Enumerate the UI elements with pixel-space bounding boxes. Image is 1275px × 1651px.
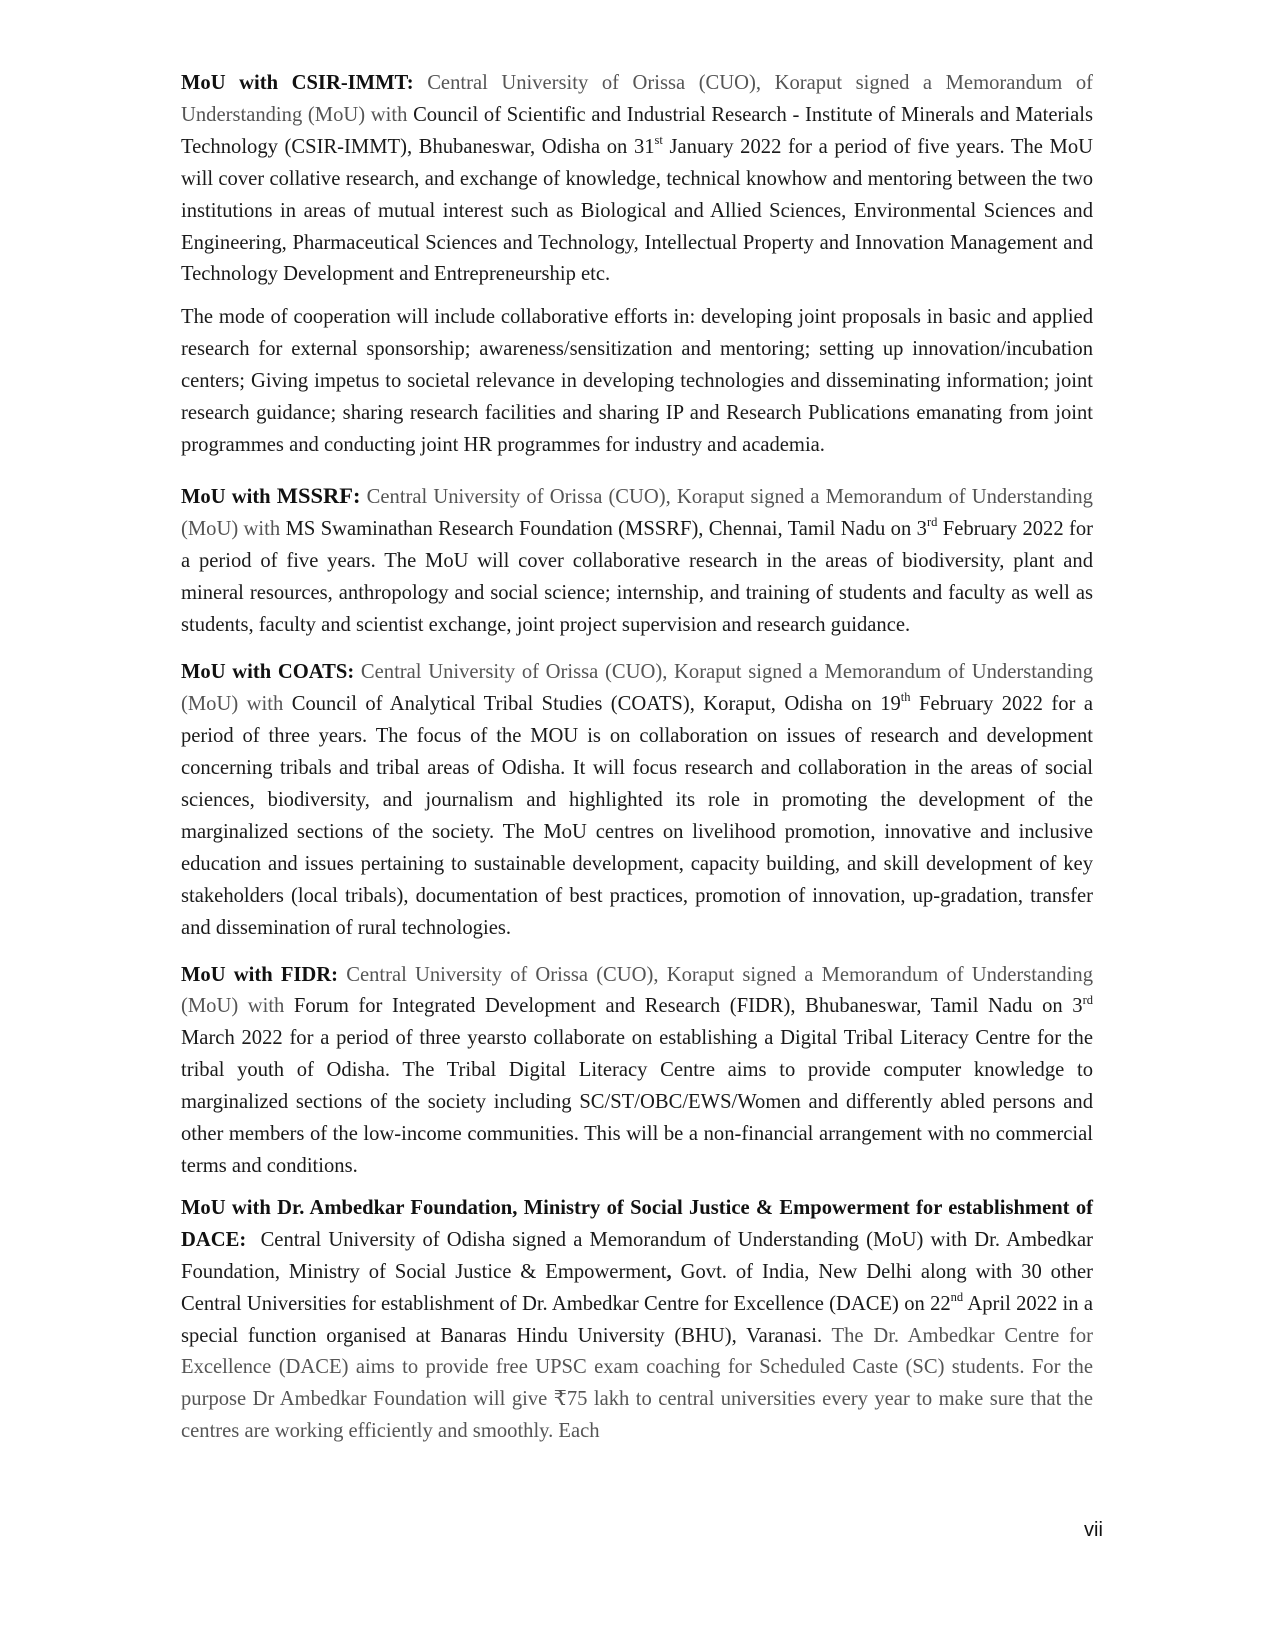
section-intro: Central University of Orissa (CUO), Koraput signed a Memorandum of Understanding (MoU) with — [181, 485, 1093, 540]
paragraph-coats — [181, 657, 1093, 944]
paragraph-fidr — [181, 960, 1093, 1183]
date-suffix: rd — [926, 514, 938, 529]
section-intro: Central University of Orissa (CUO), Koraput signed a Memorandum of Understanding (MoU) with — [181, 963, 1093, 1018]
section-partner: Govt. of India, New Delhi along with 30 other Central Universities for establishment of Dr. Ambedkar Centre for Excellence (DACE) on 22 — [181, 1260, 1093, 1315]
date-suffix: rd — [1082, 992, 1093, 1007]
section-partner: Council of Analytical Tribal Studies (COATS), Koraput, Odisha on 19 — [291, 693, 901, 716]
date-suffix: st — [654, 132, 663, 147]
section-body: January 2022 for a period of five years. The MoU will cover collative research, and exchange of knowledge, technical knowhow and mentoring between the two institutions in areas of mutual interest such as Biological and Allied Sciences, Environmental Sciences and Engineering, Pharmaceutical Sciences and Technology, Intellectual Property and Innovation Management and Technology Development and Entrepreneurship etc. — [181, 135, 1093, 286]
paragraph-cooperation-mode — [181, 302, 1093, 462]
section-partner: MS Swaminathan Research Foundation (MSSRF), Chennai, Tamil Nadu on 3 — [285, 517, 927, 540]
comma: , — [666, 1260, 672, 1283]
page-number: vii — [1084, 1519, 1103, 1541]
section-heading: MoU with MSSRF: — [181, 482, 361, 508]
date-suffix: th — [900, 690, 911, 705]
section-body: February 2022 for a period of three years. The focus of the MOU is on collaboration on issues of research and development concerning tribals and tribal areas of Odisha. It will focus research and collaboration in the areas of social sciences, biodiversity, and journalism and highlighted its role in promoting the development of the marginalized sections of the society. The MoU centres on livelihood promotion, innovative and inclusive education and issues pertaining to sustainable development, capacity building, and skill development of key stakeholders (local tribals), documentation of best practices, promotion of innovation, up-gradation, transfer and dissemination of rural technologies. — [181, 693, 1093, 939]
section-heading: MoU with FIDR: — [181, 963, 339, 986]
section-intro: Central University of Odisha signed a Memorandum of Understanding (MoU) with Dr. Ambedkar Foundation, Ministry of Social Justice & Empowerment — [181, 1228, 1093, 1283]
section-heading: MoU with CSIR-IMMT: — [181, 72, 414, 94]
date-suffix: nd — [950, 1289, 964, 1304]
section-body: The mode of cooperation will include collaborative efforts in: developing joint proposals in basic and applied research for external sponsorship; awareness/sensitization and mentoring; setting up innovation/incubation centers; Giving impetus to societal relevance in developing technologies and disseminating information; joint research guidance; sharing research facilities and sharing IP and Research Publications emanating from joint programmes and conducting joint HR programmes for industry and academia. — [181, 306, 1093, 456]
section-tail: The Dr. Ambedkar Centre for Excellence (DACE) aims to provide free UPSC exam coaching for Scheduled Caste (SC) students. For the purpose Dr Ambedkar Foundation will give ₹75 lakh to central universities every year to make sure that the centres are working efficiently and smoothly. Each — [181, 1324, 1094, 1443]
section-heading: MoU with COATS: — [181, 661, 355, 684]
paragraph-ambedkar-dace — [181, 1193, 1093, 1448]
section-partner: Council of Scientific and Industrial Research - Institute of Minerals and Materials Technology (CSIR-IMMT), Bhubaneswar, Odisha on 31 — [181, 103, 1093, 158]
paragraph-mssrf — [181, 480, 1093, 642]
section-body: April 2022 in a special function organised at Banaras Hindu University (BHU), Varanasi. — [181, 1292, 1093, 1347]
document-page — [181, 68, 1093, 1448]
section-body: March 2022 for a period of three yearsto collaborate on establishing a Digital Tribal Literacy Centre for the tribal youth of Odisha. The Tribal Digital Literacy Centre aims to provide computer knowledge to marginalized sections of the society including SC/ST/OBC/EWS/Women and differently abled persons and other members of the low-income communities. This will be a non-financial arrangement with no commercial terms and conditions. — [181, 1027, 1093, 1177]
section-partner: Forum for Integrated Development and Research (FIDR), Bhubaneswar, Tamil Nadu on 3 — [293, 995, 1083, 1018]
section-heading: MoU with Dr. Ambedkar Foundation, Ministry of Social Justice & Empowerment for establishment of DACE: — [181, 1196, 1093, 1251]
section-intro: Central University of Orissa (CUO), Koraput signed a Memorandum of Understanding (MoU) with — [181, 72, 1093, 126]
section-body: February 2022 for a period of five years. The MoU will cover collaborative research in the areas of biodiversity, plant and mineral resources, anthropology and social science; internship, and training of students and faculty as well as students, faculty and scientist exchange, joint project supervision and research guidance. — [181, 517, 1094, 636]
section-intro: Central University of Orissa (CUO), Koraput signed a Memorandum of Understanding (MoU) with — [181, 661, 1093, 716]
paragraph-csir-immt — [181, 68, 1093, 291]
